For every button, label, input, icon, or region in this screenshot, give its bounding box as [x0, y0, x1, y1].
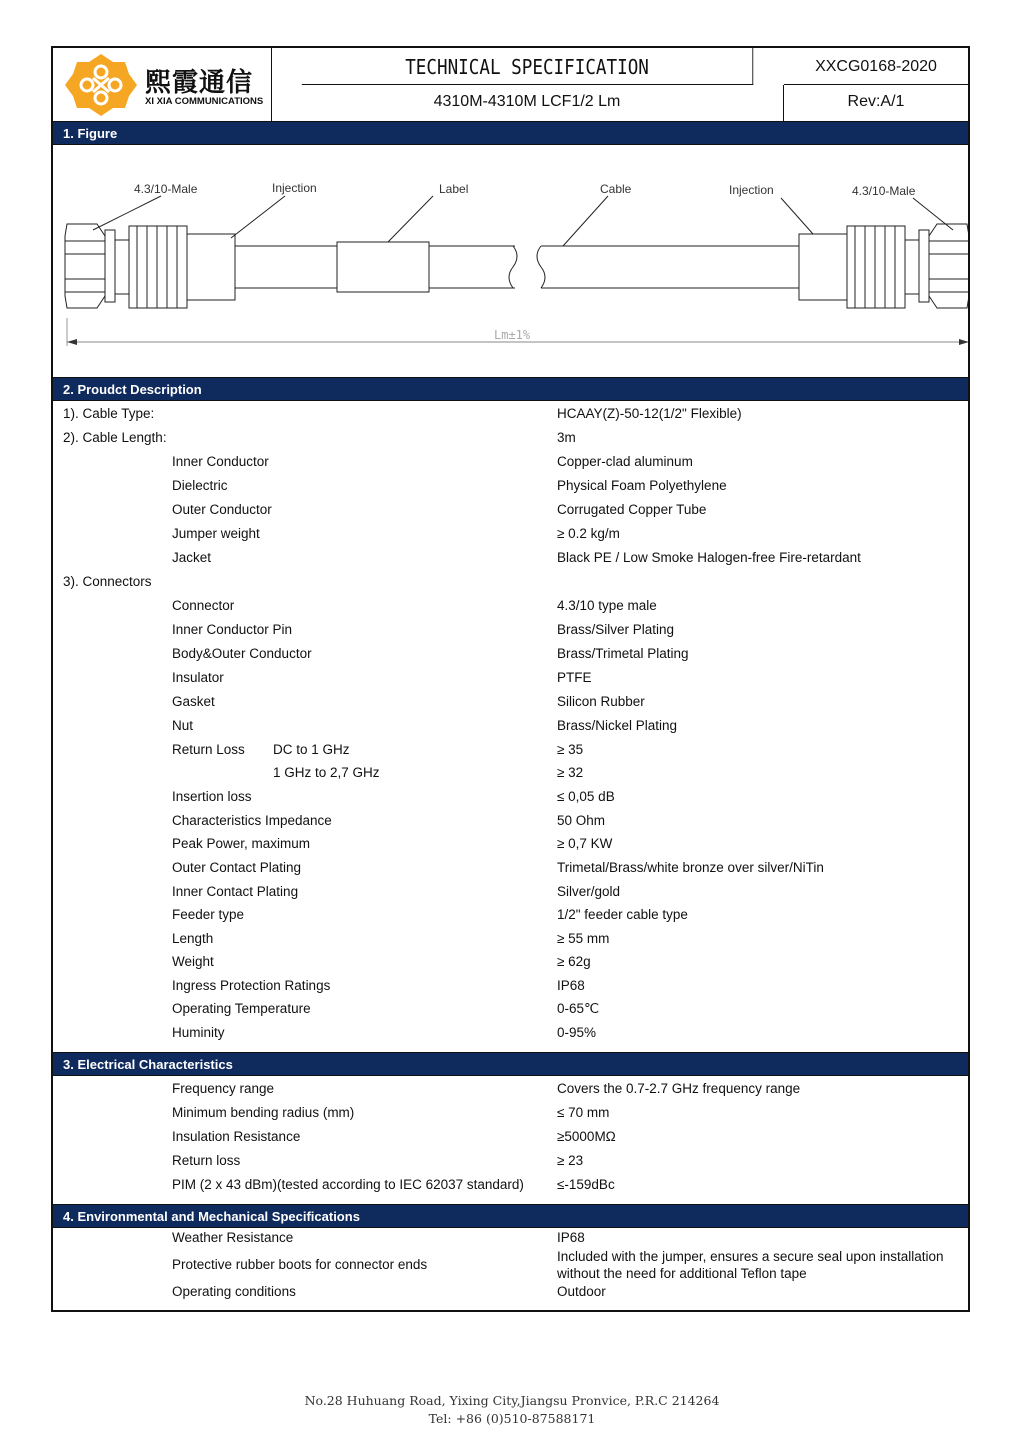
row-label: Body&Outer Conductor: [172, 646, 312, 661]
row-value: ≥5000MΩ: [557, 1129, 616, 1144]
row-label: Operating Temperature: [172, 1001, 311, 1016]
row-value: Silicon Rubber: [557, 694, 645, 709]
row-label: Jacket: [172, 550, 212, 565]
row-label: Inner Contact Plating: [172, 884, 299, 899]
row-value: 3m: [557, 430, 576, 445]
row-value: Brass/Nickel Plating: [557, 718, 678, 733]
row-label: Dielectric: [172, 478, 228, 493]
label-left-connector: 4.3/10-Male: [134, 182, 198, 196]
row-value: 1/2" feeder cable type: [557, 907, 688, 922]
row-value: ≥ 32: [557, 765, 584, 780]
label-cable: Cable: [600, 182, 632, 196]
cable-drawing: [53, 146, 968, 377]
row-label: Protective rubber boots for connector ends: [172, 1257, 428, 1272]
row-value: Covers the 0.7-2.7 GHz frequency range: [557, 1081, 801, 1096]
row-value: IP68: [557, 1230, 585, 1245]
row-label: Insertion loss: [172, 789, 252, 804]
row-label: 2). Cable Length:: [63, 430, 167, 445]
row-label: Characteristics Impedance: [172, 813, 332, 828]
cable-figure: [53, 146, 968, 377]
section-electrical-title: 3. Electrical Characteristics: [53, 1052, 968, 1076]
row-value: Copper-clad aluminum: [557, 454, 693, 469]
row-value: 0-65℃: [557, 1001, 600, 1016]
logo-english-name: XI XIA COMMUNICATIONS: [145, 96, 264, 107]
logo-chinese-name: 熙霞通信: [145, 68, 254, 98]
spec-sheet: [51, 46, 970, 1312]
row-label: Inner Conductor Pin: [172, 622, 293, 637]
row-label: 3). Connectors: [63, 574, 152, 589]
row-label: Connector: [172, 598, 235, 613]
row-label: Peak Power, maximum: [172, 836, 311, 851]
row-label: Outer Conductor: [172, 502, 272, 517]
row-sub-label: DC to 1 GHz: [273, 742, 350, 757]
row-label: Inner Conductor: [172, 454, 269, 469]
row-value: IP68: [557, 978, 585, 993]
product-name: 4310M-4310M LCF1/2 Lm: [271, 85, 784, 121]
row-label: Ingress Protection Ratings: [172, 978, 331, 993]
section-environmental-title: 4. Environmental and Mechanical Specifications: [53, 1204, 968, 1228]
header: [53, 48, 968, 121]
label-label: Label: [439, 182, 469, 196]
label-right-connector: 4.3/10-Male: [852, 184, 916, 198]
row-value: ≥ 35: [557, 742, 584, 757]
document-title: TECHNICAL SPECIFICATION: [302, 48, 753, 85]
row-value: PTFE: [557, 670, 592, 685]
row-label: Return loss: [172, 1153, 241, 1168]
row-value: Outdoor: [557, 1284, 606, 1299]
row-value: 50 Ohm: [557, 813, 606, 828]
row-sub-label: 1 GHz to 2,7 GHz: [273, 765, 380, 780]
row-value: Included with the jumper, ensures a secure seal upon installation: [557, 1249, 944, 1264]
row-label: Weight: [172, 954, 214, 969]
row-label: Operating conditions: [172, 1284, 296, 1299]
dimension-label: Lm±1%: [494, 328, 531, 342]
row-value: HCAAY(Z)-50-12(1/2" Flexible): [557, 406, 742, 421]
row-value: ≤ 70 mm: [557, 1105, 610, 1120]
logo: [53, 48, 272, 121]
label-left-injection: Injection: [272, 181, 317, 195]
row-value: ≤ 0,05 dB: [557, 789, 615, 804]
row-value: Brass/Trimetal Plating: [557, 646, 689, 661]
row-value: Black PE / Low Smoke Halogen-free Fire-retardant: [557, 550, 861, 565]
row-value: Corrugated Copper Tube: [557, 502, 707, 517]
row-label: 1). Cable Type:: [63, 406, 155, 421]
document-number: XXCG0168-2020: [784, 48, 968, 85]
row-label: Length: [172, 931, 214, 946]
row-label: Feeder type: [172, 907, 245, 922]
row-label: Huminity: [172, 1025, 225, 1040]
section-description-title: 2. Proudct Description: [53, 377, 968, 401]
row-label: Minimum bending radius (mm): [172, 1105, 355, 1120]
row-value: ≥ 0.2 kg/m: [557, 526, 620, 541]
revision: Rev:A/1: [847, 93, 905, 110]
row-label: Frequency range: [172, 1081, 275, 1096]
row-label: Weather Resistance: [172, 1230, 294, 1245]
row-label: PIM (2 x 43 dBm)(tested according to IEC 62037 standard): [172, 1177, 524, 1192]
row-value: 0-95%: [557, 1025, 597, 1040]
row-value: 4.3/10 type male: [557, 598, 657, 613]
company-logo-icon: [65, 54, 137, 116]
row-value: Silver/gold: [557, 884, 621, 899]
row-value-continued: without the need for additional Teflon tape: [557, 1266, 807, 1281]
row-label: Insulator: [172, 670, 224, 685]
row-label: Gasket: [172, 694, 215, 709]
row-value: ≥ 55 mm: [557, 931, 610, 946]
row-value: ≥ 0,7 KW: [557, 836, 613, 851]
footer-tel: Tel: +86 (0)510-87588171: [428, 1411, 596, 1426]
row-label: Nut: [172, 718, 194, 733]
row-value: ≤-159dBc: [557, 1177, 615, 1192]
row-label: Return Loss: [172, 742, 245, 757]
row-label: Jumper weight: [172, 526, 260, 541]
section-figure-title: 1. Figure: [53, 121, 968, 145]
row-value: Brass/Silver Plating: [557, 622, 675, 637]
row-value: Physical Foam Polyethylene: [557, 478, 727, 493]
row-label: Outer Contact Plating: [172, 860, 302, 875]
row-value: ≥ 23: [557, 1153, 584, 1168]
footer-address: No.28 Huhuang Road, Yixing City,Jiangsu Pronvice, P.R.C 214264: [304, 1393, 720, 1408]
row-value: ≥ 62g: [557, 954, 591, 969]
row-value: Trimetal/Brass/white bronze over silver/NiTin: [557, 860, 824, 875]
row-label: Insulation Resistance: [172, 1129, 301, 1144]
label-right-injection: Injection: [729, 183, 774, 197]
